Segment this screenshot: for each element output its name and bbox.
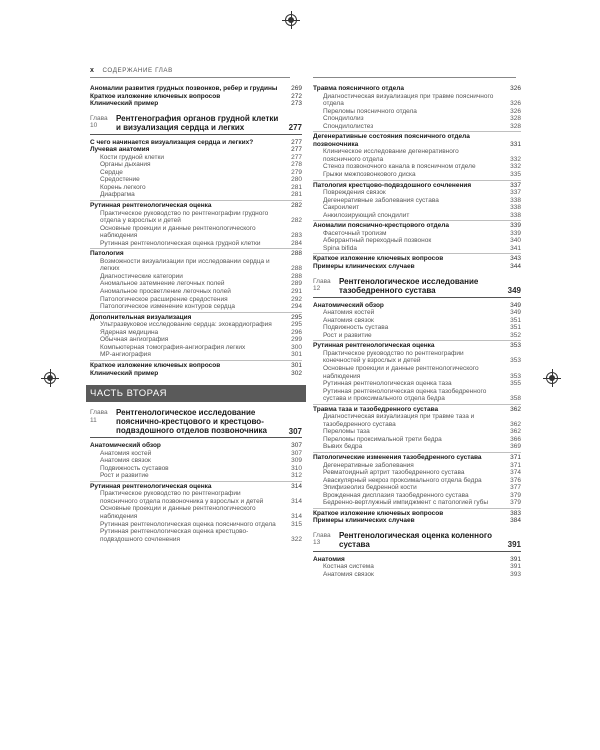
entry-title: Средостение [100,176,140,184]
entry-page: 273 [291,100,302,108]
toc-subsection-entry[interactable] [90,303,302,311]
entry-page: 393 [510,570,521,578]
entry-page: 299 [291,336,302,344]
entry-page: 280 [291,176,302,184]
entry-page: 343 [510,255,521,263]
toc-subsection-entry[interactable] [90,191,302,199]
entry-title: МР-ангиография [100,351,151,359]
toc-section-entry[interactable] [90,139,302,147]
divider [313,404,521,405]
entry-title: Примеры клинических случаев [313,263,415,271]
chapter-page: 349 [507,286,521,296]
entry-page: 301 [291,351,302,359]
toc-section-entry[interactable] [90,250,302,258]
toc-subsection-entry[interactable] [313,563,521,571]
toc-section-entry[interactable] [313,302,521,310]
entry-title: Рутинная рентгенологическая оценка грудной клетки [100,239,261,247]
toc-subsection-entry[interactable] [90,258,302,273]
toc-subsection-entry[interactable] [313,350,521,365]
entry-title: Сакроилеит [323,204,360,212]
toc-section-entry[interactable] [313,406,521,414]
entry-page: 332 [510,163,521,171]
divider [313,180,521,181]
divider [90,312,302,313]
entry-title: Дегенеративные заболевания сустава [323,196,439,204]
toc-subsection-entry[interactable] [313,469,521,477]
entry-page: 351 [510,324,521,332]
entry-title: Анатомия костей [323,309,375,317]
entry-title: Кости грудной клетки [100,153,165,161]
entry-page: 302 [291,369,302,377]
chapter-number: Глава 10 [90,114,108,130]
entry-page: 335 [510,171,521,179]
entry-title: Переломы таза [323,428,370,436]
page-number: x [90,67,95,74]
entry-title: Основные проекции и данные рентгенологического наблюдения [100,224,256,240]
toc-section-entry[interactable] [90,93,302,101]
running-header [90,67,173,74]
toc-subsection-entry[interactable] [313,462,521,470]
divider [90,77,290,78]
divider [313,77,516,78]
toc-section-entry[interactable] [90,442,302,450]
entry-title: Рутинная рентгенологическая оценка тазобедренного сустава и проксимального отдела бедра [323,387,487,403]
toc-subsection-entry[interactable] [90,344,302,352]
entry-page: 366 [510,435,521,443]
chapter-heading[interactable] [313,277,521,298]
toc-subsection-entry[interactable] [313,499,521,507]
entry-title: Анатомия связок [323,570,374,578]
entry-page: 339 [510,222,521,230]
entry-page: 282 [291,217,302,225]
entry-page: 281 [291,183,302,191]
entry-title: Анатомический обзор [90,442,161,450]
part-heading: ЧАСТЬ ВТОРАЯ [86,385,306,402]
entry-title: Возможности визуализации при исследовании сердца и легких [100,257,270,273]
entry-title: Анатомия костей [100,449,152,457]
entry-title: Краткое изложение ключевых вопросов [313,509,444,517]
entry-title: Клинический пример [90,100,159,108]
entry-title: Анатомия связок [323,316,374,324]
entry-page: 349 [510,309,521,317]
entry-page: 353 [510,357,521,365]
entry-page: 337 [510,181,521,189]
chapter-number: Глава 13 [313,531,331,547]
toc-subsection-entry[interactable] [90,465,302,473]
entry-page: 301 [291,361,302,369]
toc-right-column [313,85,521,579]
entry-page: 322 [291,535,302,543]
toc-subsection-entry[interactable] [313,484,521,492]
entry-title: Дополнительная визуализация [90,313,192,321]
entry-page: 291 [291,288,302,296]
toc-subsection-entry[interactable] [313,93,521,108]
entry-title: Травма поясничного отдела [313,85,404,92]
chapter-heading[interactable] [90,408,302,438]
entry-title: Спондилолиз [323,115,364,123]
toc-subsection-entry[interactable] [313,380,521,388]
entry-page: 344 [510,263,521,271]
entry-title: Spina bifida [323,244,357,252]
entry-page: 338 [510,196,521,204]
toc-section-entry[interactable] [90,100,302,108]
entry-title: Эпифизеолиз бедренной кости [323,484,417,492]
entry-title: Патологические изменения тазобедренного сустава [313,453,482,461]
divider [313,452,521,453]
toc-section-entry[interactable] [313,556,521,564]
toc-subsection-entry[interactable] [313,324,521,332]
toc-subsection-entry[interactable] [90,296,302,304]
entry-page: 314 [291,482,302,490]
entry-page: 358 [510,395,521,403]
chapter-page: 391 [507,540,521,550]
toc-subsection-entry[interactable] [313,204,521,212]
entry-page: 355 [510,380,521,388]
toc-subsection-entry[interactable] [90,240,302,248]
entry-title: Рост и развитие [323,331,372,339]
entry-title: Практическое руководство по рентгенографии конечностей у взрослых и детей [323,349,464,365]
entry-title: Обычная ангиография [100,336,169,344]
entry-title: Анатомия связок [100,457,151,465]
toc-left-column [90,85,302,543]
entry-title: Рутинная рентгенологическая оценка [90,202,212,210]
entry-title: Переломы проксимальной трети бедра [323,435,442,443]
entry-page: 328 [510,122,521,130]
entry-page: 278 [291,161,302,169]
entry-title: Органы дыхания [100,161,151,169]
entry-page: 379 [510,491,521,499]
toc-subsection-entry[interactable] [90,210,302,225]
toc-subsection-entry[interactable] [90,490,302,505]
entry-page: 296 [291,328,302,336]
toc-subsection-entry[interactable] [313,123,521,131]
toc-subsection-entry[interactable] [90,280,302,288]
entry-page: 369 [510,443,521,451]
toc-section-entry[interactable] [313,454,521,462]
chapter-number: Глава 11 [90,409,108,424]
entry-page: 292 [291,295,302,303]
entry-title: Патология крестцово-подвздошного сочленения [313,181,472,189]
entry-title: Основные проекции и данные рентгенологического наблюдения [323,364,479,380]
entry-title: Рутинная рентгенологическая оценка [313,342,435,350]
toc-subsection-entry[interactable] [90,169,302,177]
toc-section-entry[interactable] [313,510,521,518]
entry-page: 332 [510,155,521,163]
toc-section-entry[interactable] [313,133,521,148]
entry-page: 374 [510,469,521,477]
toc-section-entry[interactable] [90,362,302,370]
toc-subsection-entry[interactable] [313,189,521,197]
toc-subsection-entry[interactable] [90,351,302,359]
divider [90,248,302,249]
entry-page: 279 [291,168,302,176]
divider [313,220,521,221]
toc-section-entry[interactable] [313,255,521,263]
entry-title: Патология [90,250,124,258]
running-title: СОДЕРЖАНИЕ ГЛАВ [102,67,173,74]
entry-page: 283 [291,232,302,240]
entry-title: Анкилозирующий спондилит [323,211,410,219]
entry-page: 326 [510,100,521,108]
toc-section-entry[interactable] [90,146,302,154]
entry-page: 289 [291,280,302,288]
entry-title: Вывих бедра [323,443,363,451]
toc-subsection-entry[interactable] [313,245,521,253]
entry-title: Костная система [323,563,374,571]
entry-page: 300 [291,343,302,351]
toc-subsection-entry[interactable] [313,443,521,451]
entry-title: Фасеточный тропизм [323,229,387,237]
toc-subsection-entry[interactable] [313,317,521,325]
entry-page: 288 [291,250,302,258]
entry-page: 353 [510,342,521,350]
toc-subsection-entry[interactable] [90,521,302,529]
entry-page: 383 [510,509,521,517]
entry-title: Аномалии развития грудных позвонков, ребер и грудины [90,85,278,92]
entry-page: 349 [510,301,521,309]
entry-title: Рост и развитие [100,472,149,480]
toc-section-entry[interactable] [313,85,521,93]
entry-page: 328 [510,115,521,123]
toc-section-entry[interactable] [313,517,521,525]
entry-title: Грыжи межпозвонкового диска [323,171,416,179]
entry-title: Краткое изложение ключевых вопросов [90,361,221,369]
toc-subsection-entry[interactable] [313,171,521,179]
entry-page: 326 [510,85,521,92]
entry-title: Переломы поясничного отдела [323,107,417,115]
chapter-number: Глава 12 [313,277,331,293]
entry-title: Лучевая анатомия [90,146,150,154]
entry-title: Ядерная медицина [100,328,159,336]
toc-section-entry[interactable] [90,483,302,491]
toc-section-entry[interactable] [90,314,302,322]
entry-title: Рутинная рентгенологическая оценка крестцово-подвздошного сочленения [100,528,249,543]
entry-title: Практическое руководство по рентгенографии поясничного отдела позвоночника у взрослых и детей [100,490,264,505]
toc-subsection-entry[interactable] [313,309,521,317]
entry-title: Корень легкого [100,183,146,191]
entry-page: 310 [291,464,302,472]
entry-page: 371 [510,453,521,461]
toc-subsection-entry[interactable] [90,184,302,192]
entry-page: 337 [510,189,521,197]
toc-section-entry[interactable] [313,182,521,190]
entry-title: Спондилолистез [323,122,374,130]
toc-subsection-entry[interactable] [313,365,521,380]
chapter-title: Рентгенологическая оценка коленного сустава [339,530,492,549]
toc-subsection-entry[interactable] [90,288,302,296]
toc-subsection-entry[interactable] [90,176,302,184]
toc-subsection-entry[interactable] [90,457,302,465]
entry-title: Анатомический обзор [313,301,384,309]
entry-title: Рутинная рентгенологическая оценка [90,482,212,490]
entry-page: 294 [291,303,302,311]
toc-subsection-entry[interactable] [90,225,302,240]
toc-subsection-entry[interactable] [313,388,521,403]
entry-title: Аномальное просветление легочных полей [100,288,231,296]
entry-page: 312 [291,472,302,480]
entry-title: Компьютерная томография-ангиография легких [100,343,246,351]
entry-title: Ультразвуковое исследование сердца: эхокардиография [100,321,272,329]
entry-title: Дегенеративные заболевания [323,461,414,469]
entry-title: Диагностическая визуализация при травме поясничного отдела [323,92,494,108]
entry-page: 331 [510,140,521,148]
toc-subsection-entry[interactable] [313,197,521,205]
toc-subsection-entry[interactable] [90,154,302,162]
entry-page: 281 [291,191,302,199]
toc-subsection-entry[interactable] [313,108,521,116]
entry-title: Диагностические категории [100,272,183,280]
entry-page: 391 [510,563,521,571]
toc-subsection-entry[interactable] [90,321,302,329]
toc-section-entry[interactable] [313,263,521,271]
toc-subsection-entry[interactable] [90,336,302,344]
entry-page: 269 [291,85,302,92]
entry-page: 284 [291,239,302,247]
entry-page: 362 [510,420,521,428]
toc-subsection-entry[interactable] [313,428,521,436]
toc-subsection-entry[interactable] [313,571,521,579]
entry-page: 376 [510,476,521,484]
entry-page: 309 [291,457,302,465]
toc-subsection-entry[interactable] [313,163,521,171]
divider [313,340,521,341]
entry-title: Примеры клинических случаев [313,517,415,525]
entry-title: Подвижность суставов [100,464,169,472]
toc-subsection-entry[interactable] [90,528,302,543]
entry-title: Бедренно-вертлужный импиджмент с патологией губы [323,499,489,507]
entry-page: 371 [510,461,521,469]
toc-section-entry[interactable] [90,370,302,378]
entry-page: 277 [291,146,302,154]
chapter-heading[interactable] [313,531,521,552]
toc-subsection-entry[interactable] [313,237,521,245]
toc-subsection-entry[interactable] [90,450,302,458]
chapter-heading[interactable] [90,114,302,135]
toc-subsection-entry[interactable] [313,332,521,340]
entry-page: 352 [510,331,521,339]
entry-page: 314 [291,497,302,505]
entry-page: 307 [291,442,302,450]
entry-title: Диагностическая визуализация при травме таза и тазобедренного сустава [323,413,475,428]
divider [313,131,521,132]
entry-page: 272 [291,92,302,100]
entry-title: Травма таза и тазобедренного сустава [313,405,439,413]
entry-page: 351 [510,316,521,324]
toc-subsection-entry[interactable] [90,505,302,520]
entry-title: Диафрагма [100,191,135,199]
entry-title: Аномалии пояснично-крестцового отдела [313,222,449,230]
entry-page: 326 [510,107,521,115]
entry-title: Клинический пример [90,369,159,377]
entry-page: 277 [291,153,302,161]
entry-title: Рутинная рентгенологическая оценка поясничного отдела [100,520,276,528]
entry-title: Клиническое исследование дегенеративного поясничного отдела [323,148,459,163]
entry-page: 391 [510,555,521,563]
chapter-title: Рентгенологическое исследование тазобедренного сустава [339,276,479,295]
registration-mark-icon [546,372,558,384]
toc-section-entry[interactable] [313,342,521,350]
chapter-title: Рентгенологическое исследование пояснично-крестцового и крестцово-подвздошного отделов позвоночника [116,408,267,436]
divider [90,360,302,361]
entry-title: С чего начинается визуализация сердца и легких? [90,138,254,146]
entry-page: 288 [291,272,302,280]
divider [313,253,521,254]
entry-title: Дегенеративные состояния поясничного отдела позвоночника [313,133,470,148]
entry-title: Ревматоидный артрит тазобедренного сустава [323,469,465,477]
entry-page: 339 [510,229,521,237]
entry-page: 288 [291,265,302,273]
entry-page: 341 [510,244,521,252]
chapter-page: 307 [288,426,302,436]
entry-title: Краткое изложение ключевых вопросов [90,92,221,100]
entry-title: Рутинная рентгенологическая оценка таза [323,380,452,388]
entry-page: 295 [291,321,302,329]
entry-page: 307 [291,449,302,457]
toc-subsection-entry[interactable] [90,472,302,480]
entry-page: 314 [291,512,302,520]
entry-page: 340 [510,237,521,245]
entry-page: 362 [510,428,521,436]
chapter-title: Рентгенография органов грудной клетки и визуализация сердца и легких [116,113,279,132]
entry-title: Врожденная дисплазия тазобедренного сустава [323,491,469,499]
entry-title: Аберрантный переходный позвонок [323,237,432,245]
entry-page: 384 [510,517,521,525]
entry-title: Краткое изложение ключевых вопросов [313,255,444,263]
entry-title: Аномальное затемнение легочных полей [100,280,225,288]
entry-page: 377 [510,484,521,492]
toc-subsection-entry[interactable] [313,148,521,163]
registration-mark-icon [44,372,56,384]
entry-title: Стеноз позвоночного канала в поясничном отделе [323,163,476,171]
registration-mark-icon [285,14,297,26]
entry-title: Практическое руководство по рентгенографии грудного отдела у взрослых и детей [100,209,269,225]
toc-subsection-entry[interactable] [313,115,521,123]
entry-page: 338 [510,211,521,219]
entry-page: 379 [510,499,521,507]
toc-subsection-entry[interactable] [313,212,521,220]
entry-title: Патологическое расширение средостения [100,295,228,303]
divider [90,481,302,482]
entry-page: 362 [510,405,521,413]
entry-page: 353 [510,372,521,380]
toc-section-entry[interactable] [90,202,302,210]
entry-title: Патологическое изменение контуров сердца [100,303,236,311]
entry-page: 295 [291,313,302,321]
toc-section-entry[interactable] [313,222,521,230]
entry-page: 277 [291,138,302,146]
entry-title: Повреждения связок [323,189,386,197]
entry-title: Основные проекции и данные рентгенологического наблюдения [100,505,256,520]
toc-section-entry[interactable] [90,85,302,93]
entry-title: Сердце [100,168,123,176]
divider [313,508,521,509]
entry-page: 338 [510,204,521,212]
entry-title: Подвижность сустава [323,324,389,332]
entry-page: 315 [291,520,302,528]
entry-page: 282 [291,202,302,210]
chapter-page: 277 [288,123,302,133]
divider [90,200,302,201]
toc-subsection-entry[interactable] [90,161,302,169]
entry-title: Аваскулярный некроз проксимального отдела бедра [323,476,482,484]
entry-title: Анатомия [313,555,345,563]
toc-subsection-entry[interactable] [313,413,521,428]
